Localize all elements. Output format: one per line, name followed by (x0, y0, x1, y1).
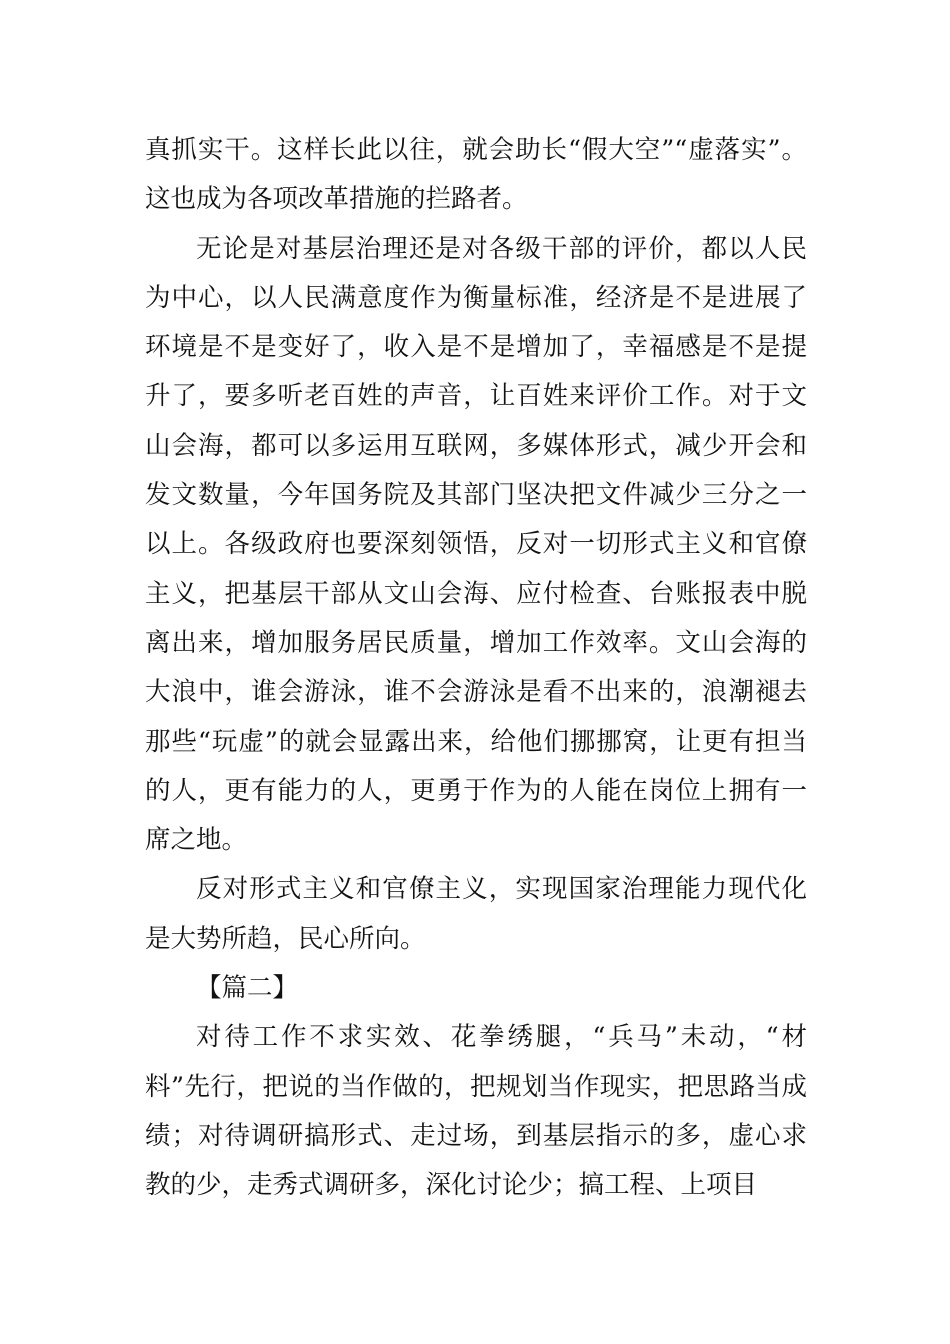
section-heading: 【篇二】 (196, 973, 299, 1004)
paragraph-continuation: 真抓实干。这样长此以往，就会助长“假大空”“虚落实”。这也成为各项改革措施的拦路者。 (145, 135, 807, 215)
paragraph-conclusion: 反对形式主义和官僚主义，实现国家治理能力现代化是大势所趋，民心所向。 (145, 874, 807, 954)
paragraph-people-centered-evaluation: 无论是对基层治理还是对各级干部的评价，都以人民为中心，以人民满意度作为衡量标准，经济是不是进展了环境是不是变好了，收入是不是增加了，幸福感是不是提升了，要多听老百姓的声音，让百姓来评价工作。对于文山会海，都可以多运用互联网，多媒体形式，减少开会和发文数量，今年国务院及其部门坚决把文件减少三分之一以上。各级政府也要深刻领悟，反对一切形式主义和官僚主义，把基层干部从文山会海、应付检查、台账报表中脱离出来，增加服务居民质量，增加工作效率。文山会海的大浪中，谁会游泳，谁不会游泳是看不出来的，浪潮褪去那些“玩虚”的就会显露出来，给他们挪挪窝，让更有担当的人，更有能力的人，更勇于作为的人能在岗位上拥有一席之地。 (145, 233, 807, 856)
document-page (145, 126, 807, 1211)
paragraph-formalism-description: 对待工作不求实效、花拳绣腿，“兵马”未动，“材料”先行，把说的当作做的，把规划当作现实，把思路当成绩；对待调研搞形式、走过场，到基层指示的多，虚心求教的少，走秀式调研多，深化讨论少；搞工程、上项目 (145, 1022, 807, 1201)
